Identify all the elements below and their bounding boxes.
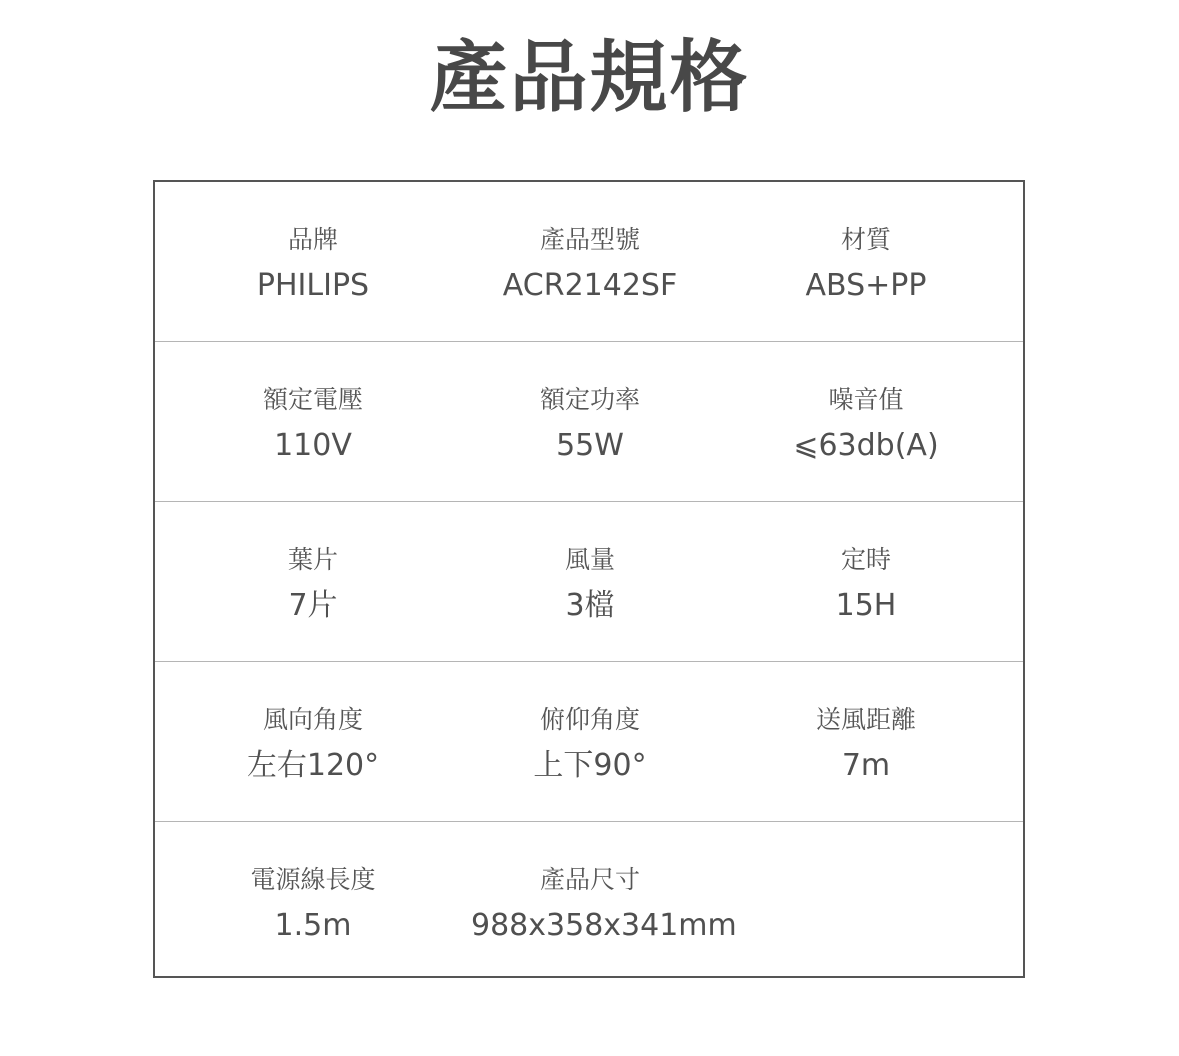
spec-value: 15H bbox=[835, 588, 897, 623]
spec-value: ACR2142SF bbox=[502, 268, 678, 303]
spec-label: 風量 bbox=[564, 545, 615, 574]
spec-label: 噪音值 bbox=[828, 385, 904, 414]
spec-cell-material bbox=[709, 182, 1023, 341]
spec-cell-model bbox=[471, 182, 709, 341]
spec-cell-tilt-angle bbox=[471, 662, 709, 821]
spec-label: 送風距離 bbox=[815, 705, 916, 734]
spec-row bbox=[155, 502, 1023, 662]
spec-cell-dimensions bbox=[471, 822, 737, 978]
spec-value: 1.5m bbox=[274, 908, 352, 943]
spec-value: 左右120° bbox=[246, 748, 380, 783]
spec-label: 額定電壓 bbox=[262, 385, 363, 414]
spec-cell-noise bbox=[709, 342, 1023, 501]
spec-value: 3檔 bbox=[565, 588, 615, 623]
spec-cell-swing-angle bbox=[155, 662, 471, 821]
spec-cell-brand bbox=[155, 182, 471, 341]
spec-cell-timer bbox=[709, 502, 1023, 661]
spec-row bbox=[155, 822, 1023, 978]
spec-value: 7m bbox=[841, 748, 891, 783]
spec-cell-cord-length bbox=[155, 822, 471, 978]
spec-value: 7片 bbox=[288, 588, 338, 623]
spec-value: 上下90° bbox=[533, 748, 647, 783]
spec-label: 葉片 bbox=[287, 545, 338, 574]
spec-row bbox=[155, 662, 1023, 822]
spec-value: ⩽63db(A) bbox=[793, 428, 939, 463]
spec-table bbox=[153, 180, 1025, 978]
spec-label: 額定功率 bbox=[539, 385, 640, 414]
spec-label: 材質 bbox=[840, 225, 891, 254]
spec-label: 品牌 bbox=[287, 225, 338, 254]
spec-value: ABS+PP bbox=[805, 268, 927, 303]
spec-value: 110V bbox=[274, 428, 352, 463]
spec-label: 俯仰角度 bbox=[539, 705, 640, 734]
spec-label: 風向角度 bbox=[262, 705, 363, 734]
spec-cell-blades bbox=[155, 502, 471, 661]
spec-cell-rated-voltage bbox=[155, 342, 471, 501]
page-title: 產品規格 bbox=[429, 33, 750, 123]
spec-value: 988x358x341mm bbox=[471, 908, 737, 943]
spec-cell-airflow bbox=[471, 502, 709, 661]
spec-row bbox=[155, 342, 1023, 502]
spec-cell-empty bbox=[709, 822, 1023, 978]
spec-label: 產品型號 bbox=[539, 225, 640, 254]
spec-cell-rated-power bbox=[471, 342, 709, 501]
spec-value: PHILIPS bbox=[256, 268, 370, 303]
spec-cell-air-distance bbox=[709, 662, 1023, 821]
spec-label: 產品尺寸 bbox=[539, 865, 640, 894]
spec-label: 定時 bbox=[840, 545, 891, 574]
spec-row bbox=[155, 182, 1023, 342]
spec-label: 電源線長度 bbox=[250, 865, 376, 894]
spec-value: 55W bbox=[556, 428, 624, 463]
